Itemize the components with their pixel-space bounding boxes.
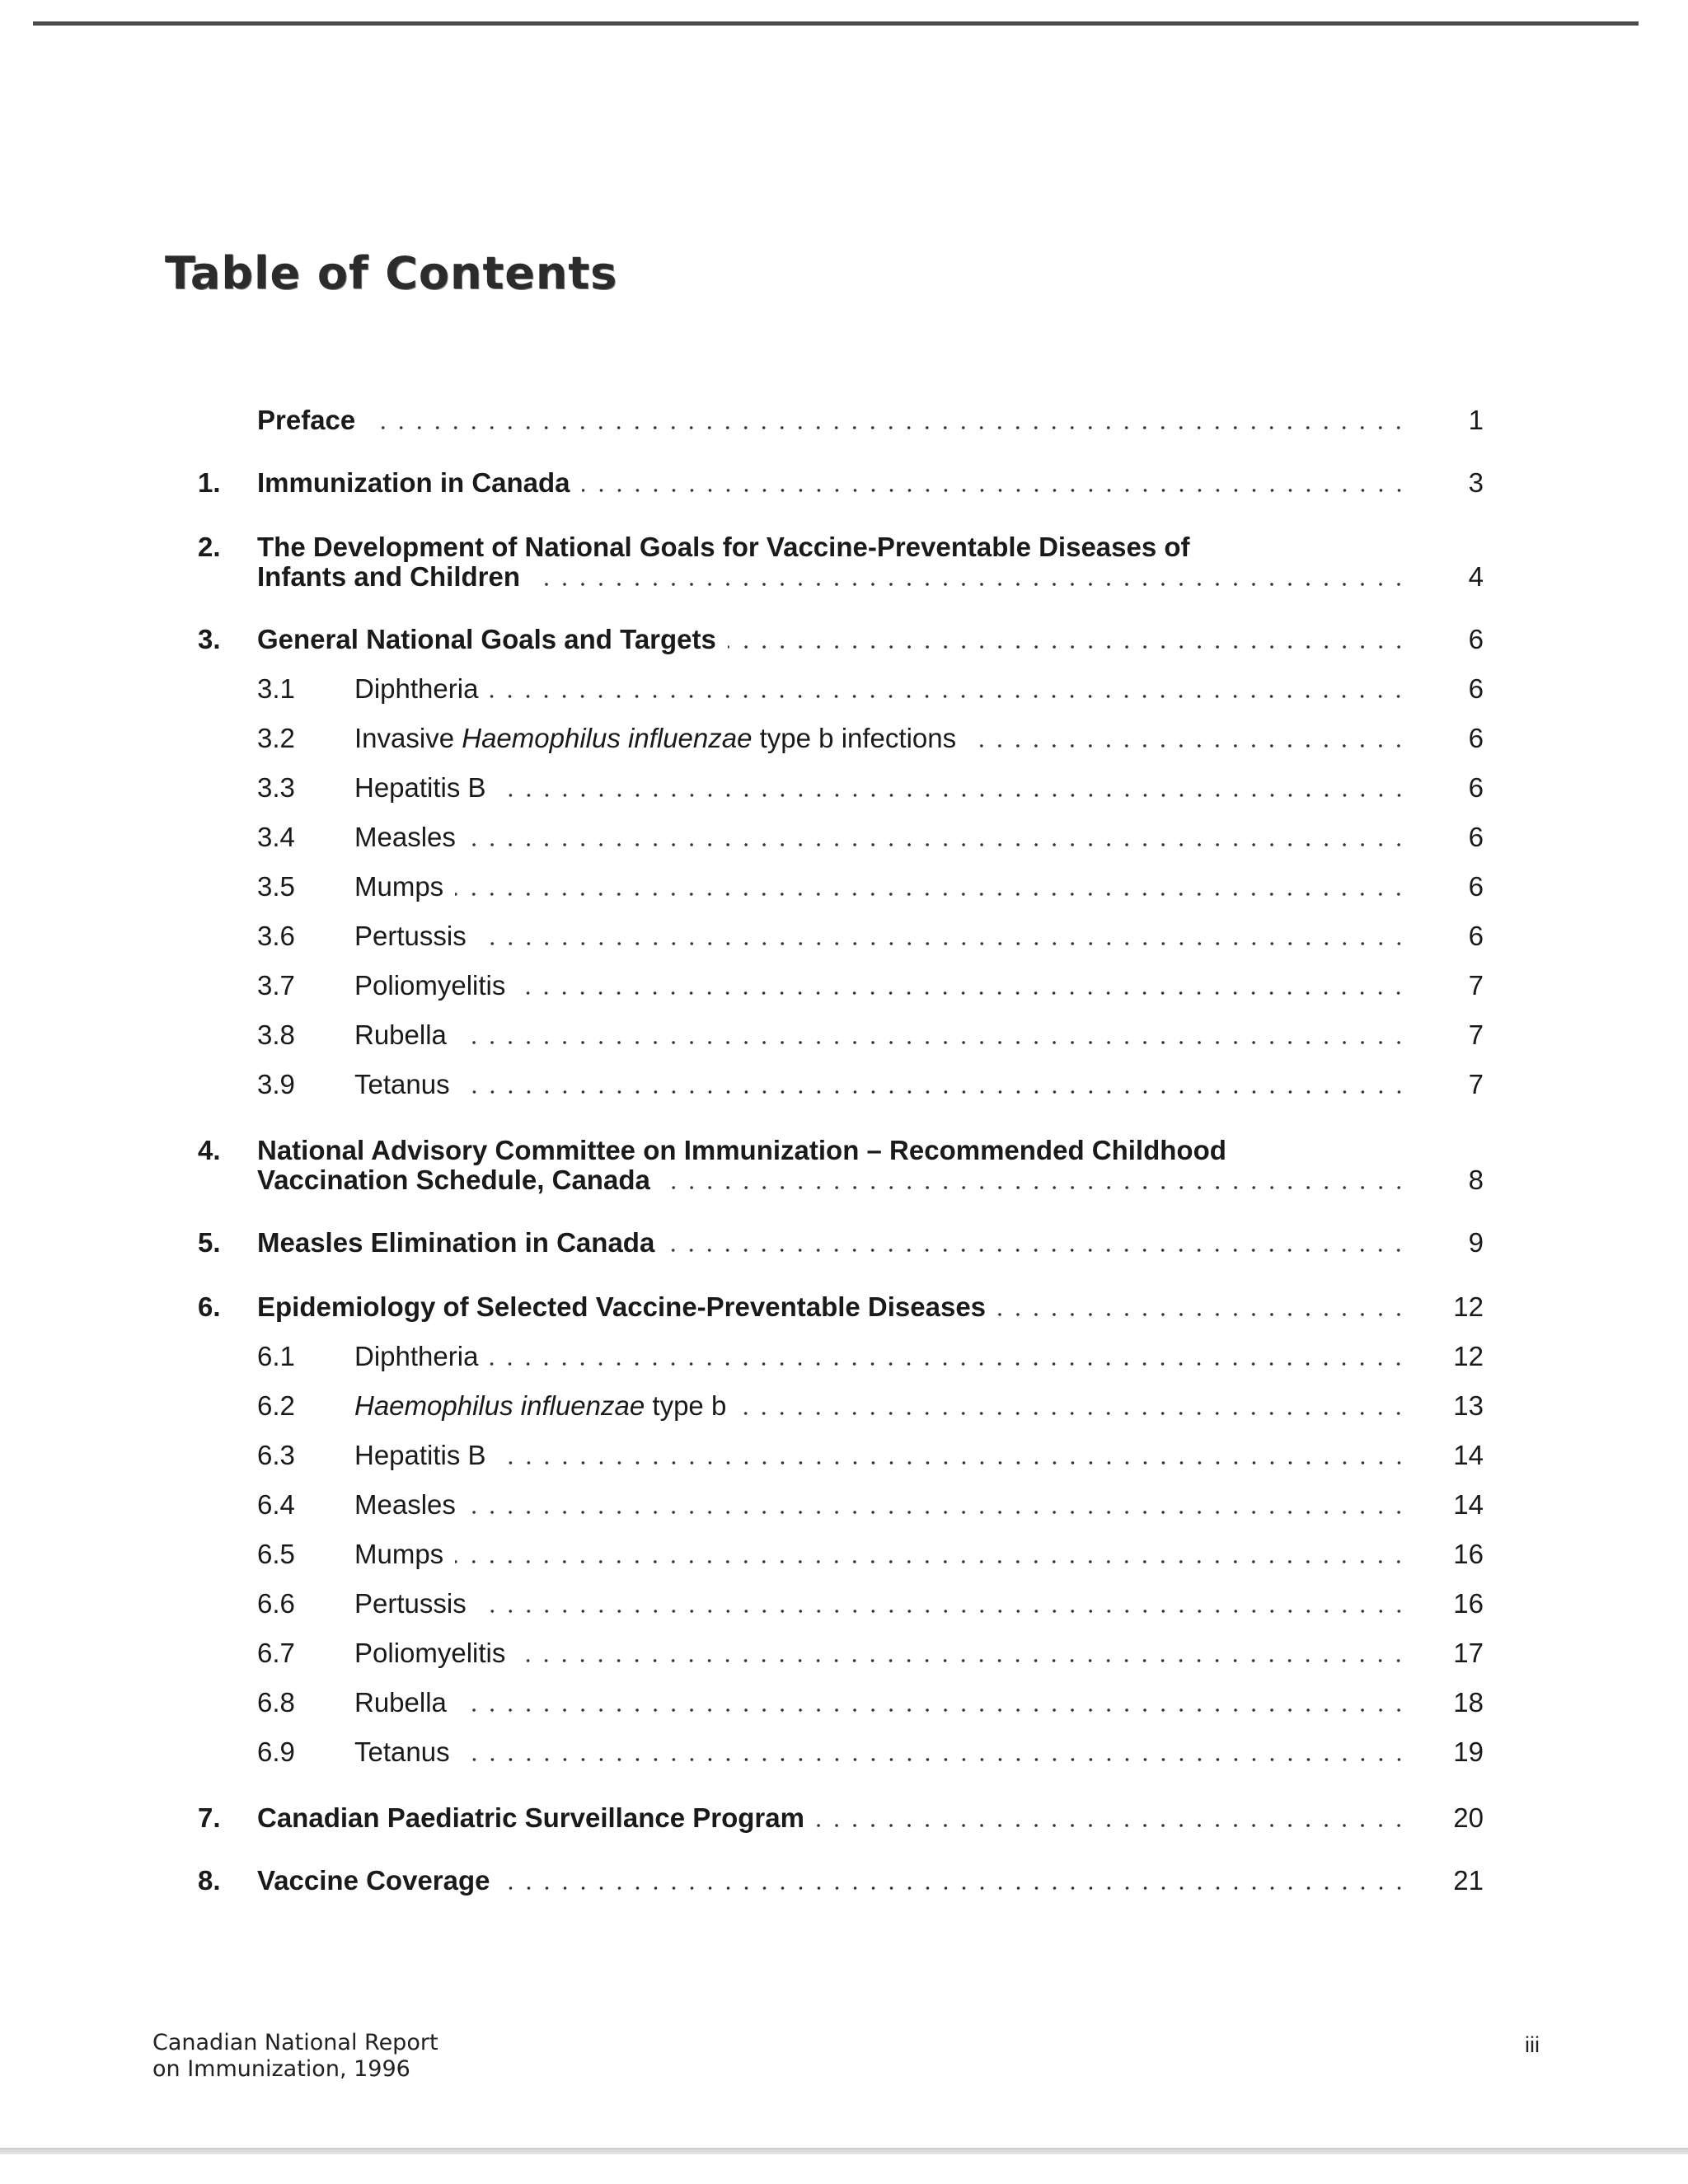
dot-leader: [467, 842, 1408, 847]
footer-page-number: iii: [1525, 2032, 1540, 2057]
toc-entry-page: 8: [1468, 1165, 1484, 1195]
footer-line-2: on Immunization, 1996: [152, 2056, 410, 2082]
dot-leader: [968, 743, 1408, 748]
toc-entry-2[interactable]: [198, 532, 1484, 592]
toc-entry-preface[interactable]: [198, 405, 1484, 435]
top-rule: [33, 21, 1639, 26]
toc-entry-8[interactable]: [198, 1866, 1484, 1896]
toc-entry-label: Tetanus: [354, 1736, 450, 1767]
toc-entry-label: Tetanus: [354, 1069, 450, 1099]
toc-entry-page: 12: [1453, 1291, 1484, 1322]
toc-entry-page: 6: [1468, 624, 1484, 654]
toc-entry-label: Rubella: [354, 1019, 447, 1050]
toc-entry-label: [354, 1391, 726, 1421]
toc-entry-label: Pertussis: [354, 1588, 467, 1619]
toc-entry-page: 1: [1468, 405, 1484, 435]
dot-leader: [666, 1248, 1408, 1253]
label-text: type b infections: [752, 723, 957, 753]
toc-entry-page: 6: [1468, 822, 1484, 852]
dot-leader: [490, 694, 1408, 699]
dot-leader: [517, 991, 1408, 996]
toc-entry-number: 6.4: [257, 1489, 295, 1520]
label-italic-text: Haemophilus influenzae: [462, 723, 753, 753]
dot-leader: [582, 488, 1408, 493]
dot-leader: [458, 1040, 1408, 1045]
toc-entry-page: 16: [1453, 1588, 1484, 1619]
toc-entry-number: 3.2: [257, 723, 295, 753]
toc-entry-number: 3.9: [257, 1069, 295, 1099]
dot-leader: [455, 892, 1408, 897]
toc-entry-number: 6.3: [257, 1440, 295, 1470]
toc-entry-number: 6.8: [257, 1687, 295, 1718]
toc-entry-number: 3.4: [257, 822, 295, 852]
dot-leader: [458, 1708, 1408, 1713]
toc-entry-number: 3.1: [257, 673, 295, 704]
toc-entry-6-8[interactable]: [198, 1688, 1484, 1718]
dot-leader: [517, 1658, 1408, 1663]
toc-entry-number: 7.: [198, 1802, 221, 1833]
toc-entry-label: Rubella: [354, 1687, 447, 1718]
dot-leader: [997, 1312, 1408, 1317]
toc-entry-6-4[interactable]: [198, 1490, 1484, 1520]
toc-entry-page: 21: [1453, 1865, 1484, 1896]
toc-entry-6-5[interactable]: [198, 1540, 1484, 1569]
toc-entry-number: 6.7: [257, 1638, 295, 1668]
toc-entry-3-4[interactable]: [198, 823, 1484, 852]
toc-entry-label: Measles: [354, 1489, 456, 1520]
dot-leader: [738, 1411, 1408, 1416]
toc-entry-number: 8.: [198, 1865, 221, 1896]
toc-entry-number: 6.1: [257, 1341, 295, 1371]
toc-entry-3-7[interactable]: [198, 971, 1484, 1001]
toc-entry-label: Diphtheria: [354, 1341, 479, 1371]
toc-entry-number: 4.: [198, 1135, 221, 1165]
toc-entry-page: 7: [1468, 1019, 1484, 1050]
toc-entry-number: 3.: [198, 624, 221, 654]
toc-entry-number: 2.: [198, 532, 221, 562]
toc-entry-label: Pertussis: [354, 921, 467, 951]
toc-entry-3-3[interactable]: [198, 773, 1484, 803]
toc-entry-label: Preface: [257, 405, 356, 435]
toc-entry-label: Canadian Paediatric Surveillance Program: [257, 1802, 804, 1833]
toc-entry-1[interactable]: [198, 468, 1484, 498]
toc-entry-number: 3.8: [257, 1019, 295, 1050]
dot-leader: [462, 1090, 1408, 1094]
toc-entry-6-9[interactable]: [198, 1737, 1484, 1767]
toc-entry-label: The Development of National Goals for Vaccine-Preventable Diseases of: [257, 532, 1190, 562]
label-italic-text: Haemophilus influenzae: [354, 1390, 645, 1421]
dot-leader: [498, 1460, 1408, 1465]
toc-entry-number: 3.3: [257, 772, 295, 803]
toc-entry-6[interactable]: [198, 1292, 1484, 1322]
toc-entry-label: Poliomyelitis: [354, 970, 506, 1001]
toc-entry-page: 6: [1468, 871, 1484, 902]
toc-entry-3[interactable]: [198, 625, 1484, 654]
toc-entry-6-2[interactable]: [198, 1391, 1484, 1421]
toc-entry-page: 4: [1468, 561, 1484, 592]
dot-leader: [816, 1823, 1408, 1828]
dot-leader: [498, 793, 1408, 798]
toc-entry-label: Vaccine Coverage: [257, 1865, 490, 1896]
label-text: Invasive: [354, 723, 462, 753]
dot-leader: [467, 1510, 1408, 1515]
toc-entry-label: Mumps: [354, 1539, 444, 1569]
toc-entry-6-1[interactable]: [198, 1342, 1484, 1371]
toc-entry-3-9[interactable]: [198, 1070, 1484, 1099]
toc-entry-label: Immunization in Canada: [257, 467, 570, 498]
toc-entry-label: General National Goals and Targets: [257, 624, 716, 654]
dot-leader: [367, 425, 1408, 430]
dot-leader: [478, 941, 1408, 946]
toc-entry-number: 5.: [198, 1227, 221, 1258]
toc-entry-page: 18: [1453, 1687, 1484, 1718]
toc-entry-page: 17: [1453, 1638, 1484, 1668]
toc-entry-page: 14: [1453, 1440, 1484, 1470]
toc-entry-number: 6.2: [257, 1390, 295, 1421]
label-text: type b: [645, 1390, 727, 1421]
toc-entry-page: 12: [1453, 1341, 1484, 1371]
bottom-rule: [0, 2148, 1688, 2154]
toc-entry-6-3[interactable]: [198, 1441, 1484, 1470]
dot-leader: [478, 1609, 1408, 1614]
toc-entry-page: 3: [1468, 467, 1484, 498]
footer-line-1: Canadian National Report: [152, 2030, 438, 2055]
page-title: Table of Contents: [165, 247, 618, 299]
toc-entry-number: 6.6: [257, 1588, 295, 1619]
toc-entry-7[interactable]: [198, 1803, 1484, 1833]
dot-leader: [490, 1361, 1408, 1366]
toc-entry-page: 6: [1468, 921, 1484, 951]
dot-leader: [455, 1559, 1408, 1564]
toc-entry-page: 9: [1468, 1227, 1484, 1258]
toc-entry-label: Mumps: [354, 871, 444, 902]
toc-entry-number: 6.5: [257, 1539, 295, 1569]
toc-entry-label: Measles: [354, 822, 456, 852]
toc-entry-6-6[interactable]: [198, 1589, 1484, 1619]
toc-entry-label-continued: Vaccination Schedule, Canada: [257, 1165, 650, 1195]
toc-entry-label: National Advisory Committee on Immunization – Recommended Childhood: [257, 1135, 1226, 1165]
toc-entry-6-7[interactable]: [198, 1638, 1484, 1668]
toc-entry-label: Hepatitis B: [354, 772, 486, 803]
table-of-contents: [198, 405, 1484, 1896]
toc-entry-3-6[interactable]: [198, 921, 1484, 951]
toc-entry-3-8[interactable]: [198, 1020, 1484, 1050]
toc-entry-5[interactable]: [198, 1228, 1484, 1258]
toc-entry-3-2[interactable]: [198, 724, 1484, 753]
toc-entry-page: 6: [1468, 723, 1484, 753]
dot-leader: [728, 644, 1408, 649]
toc-entry-number: 6.: [198, 1291, 221, 1322]
toc-entry-number: 1.: [198, 467, 221, 498]
dot-leader: [462, 1757, 1408, 1762]
toc-entry-label: [354, 724, 956, 753]
toc-entry-page: 6: [1468, 772, 1484, 803]
toc-entry-page: 16: [1453, 1539, 1484, 1569]
dot-leader: [532, 582, 1408, 587]
toc-entry-number: 3.6: [257, 921, 295, 951]
toc-entry-3-1[interactable]: [198, 674, 1484, 704]
toc-entry-label: Measles Elimination in Canada: [257, 1227, 655, 1258]
toc-entry-label-continued: Infants and Children: [257, 561, 521, 592]
dot-leader: [502, 1886, 1409, 1891]
toc-entry-number: 6.9: [257, 1736, 295, 1767]
dot-leader: [662, 1185, 1408, 1190]
toc-entry-page: 6: [1468, 673, 1484, 704]
toc-entry-3-5[interactable]: [198, 872, 1484, 902]
toc-entry-label: Diphtheria: [354, 673, 479, 704]
toc-entry-label: Poliomyelitis: [354, 1638, 506, 1668]
footer-report-title: [152, 2030, 438, 2083]
toc-entry-number: 3.7: [257, 970, 295, 1001]
toc-entry-label: Epidemiology of Selected Vaccine-Preventable Diseases: [257, 1291, 987, 1322]
toc-entry-page: 14: [1453, 1489, 1484, 1520]
toc-entry-label: Hepatitis B: [354, 1440, 486, 1470]
toc-entry-page: 7: [1468, 970, 1484, 1001]
toc-entry-4[interactable]: [198, 1136, 1484, 1195]
toc-entry-page: 13: [1453, 1390, 1484, 1421]
toc-entry-page: 20: [1453, 1802, 1484, 1833]
toc-entry-page: 19: [1453, 1736, 1484, 1767]
toc-entry-number: 3.5: [257, 871, 295, 902]
toc-entry-page: 7: [1468, 1069, 1484, 1099]
